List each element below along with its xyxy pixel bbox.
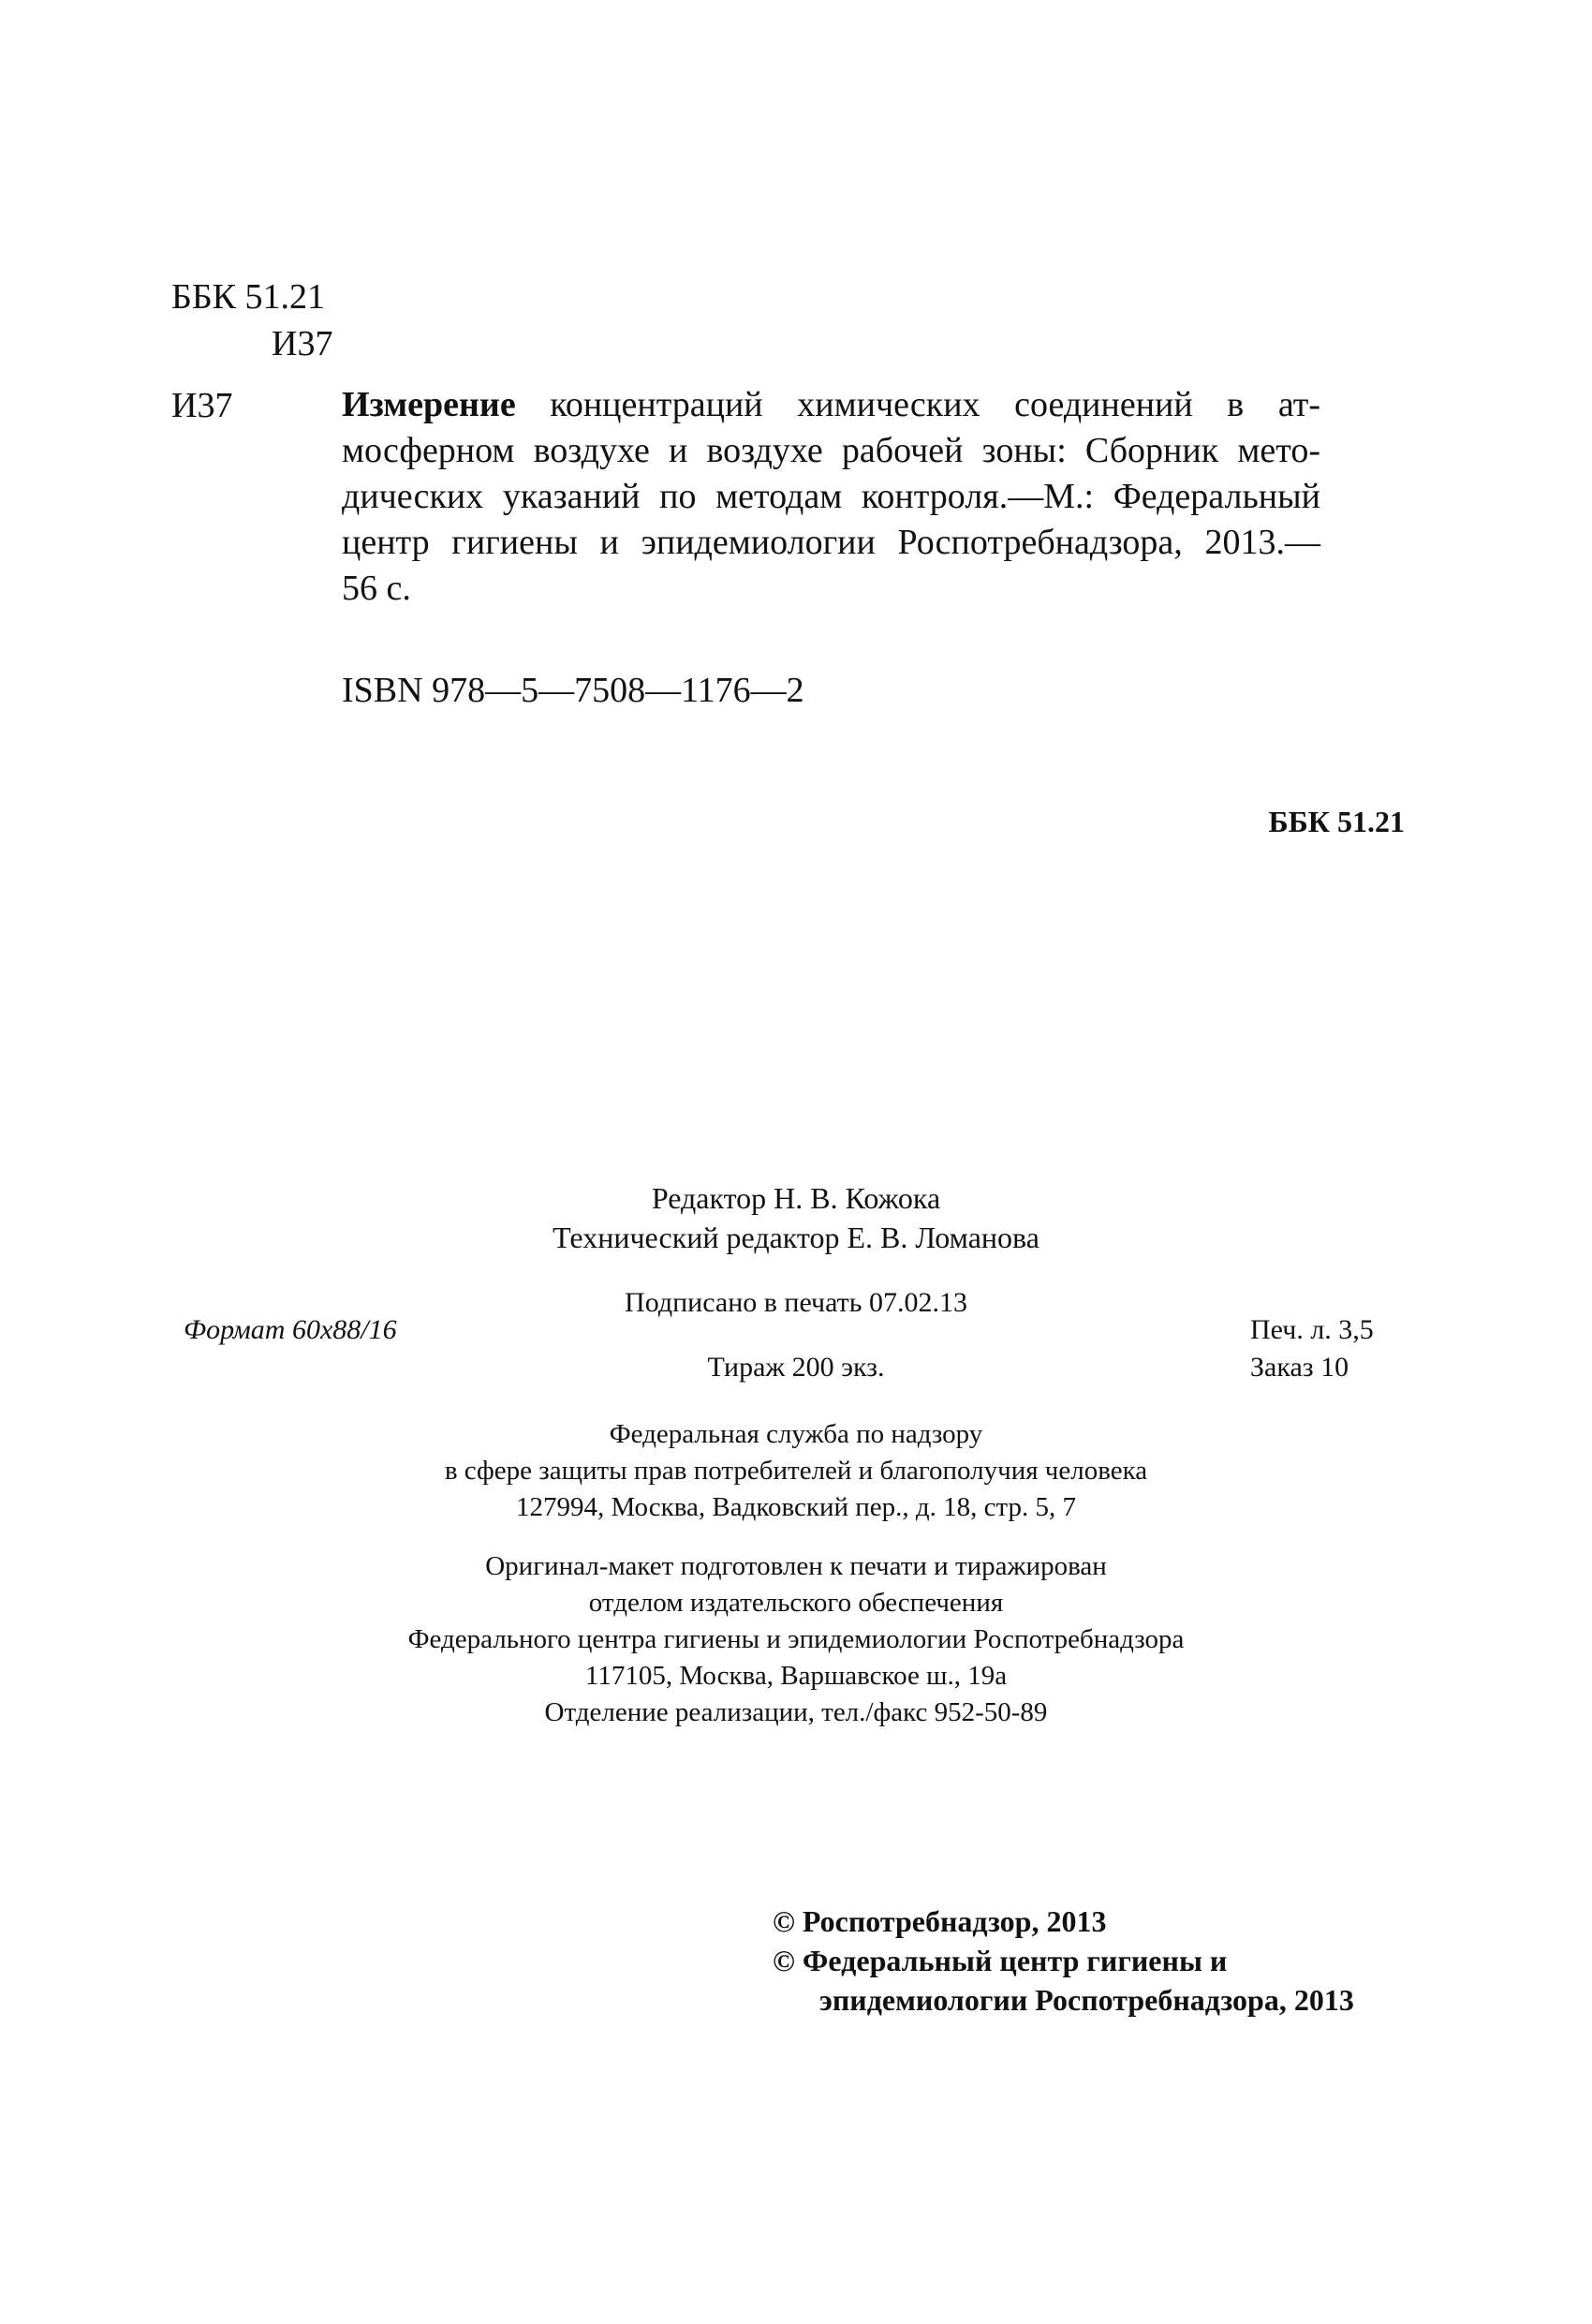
original-line-2: отделом издательского обеспечения xyxy=(588,1588,1004,1618)
copyright-line-1: © Роспотребнадзор, 2013 xyxy=(773,1904,1107,1938)
original-layout-block xyxy=(0,1548,1592,1731)
bbk-right: ББК 51.21 xyxy=(1268,805,1405,838)
original-line-5: Отделение реализации, тел./факс 952-50-89 xyxy=(544,1697,1048,1727)
entry-line-5: 56 с. xyxy=(342,569,411,608)
editor: Редактор Н. В. Кожока xyxy=(651,1181,941,1215)
isbn: ISBN 978—5—7508—1176—2 xyxy=(342,671,804,710)
tech-editor: Технический редактор Е. В. Ломанова xyxy=(553,1221,1039,1254)
entry-line-3: дических указаний по методам контроля.—М.: Федеральный xyxy=(342,477,1320,516)
author-code: И37 xyxy=(272,324,333,363)
original-line-1: Оригинал-макет подготовлен к печати и тиражирован xyxy=(485,1551,1107,1581)
copyright-line-2: © Федеральный центр гигиены и xyxy=(773,1944,1228,1977)
signed-to-print: Подписано в печать 07.02.13 xyxy=(625,1287,967,1318)
order-number: Заказ 10 xyxy=(1250,1352,1349,1383)
publisher-line-1: Федеральная служба по надзору xyxy=(609,1419,983,1449)
copyright-line-3: эпидемиологии Роспотребнадзора, 2013 xyxy=(819,1983,1354,2017)
entry-line-4: центр гигиены и эпидемиологии Роспотребнадзора, 2013.— xyxy=(342,523,1320,562)
original-line-3: Федерального центра гигиены и эпидемиологии Роспотребнадзора xyxy=(407,1624,1185,1654)
entry-code: И37 xyxy=(171,386,233,425)
publisher-block xyxy=(0,1416,1592,1526)
copyright-block xyxy=(773,1902,1354,2020)
bbk-classification: ББК 51.21 xyxy=(171,277,325,317)
entry-title-bold: Измерение xyxy=(342,385,516,424)
original-line-4: 117105, Москва, Варшавское ш., 19а xyxy=(584,1661,1008,1691)
entry-line-2: мосферном воздухе и воздухе рабочей зоны: Сборник мето- xyxy=(342,431,1320,470)
paper-format: Формат 60х88/16 xyxy=(184,1314,397,1345)
publisher-line-2: в сфере защиты прав потребителей и благополучия человека xyxy=(444,1456,1148,1486)
print-run: Тираж 200 экз. xyxy=(707,1352,885,1383)
print-sheets: Печ. л. 3,5 xyxy=(1250,1314,1374,1345)
publisher-line-3: 127994, Москва, Вадковский пер., д. 18, стр. 5, 7 xyxy=(515,1492,1077,1522)
entry-line-1-text: концентраций химических соединений в ат- xyxy=(515,385,1320,424)
entry-line-1 xyxy=(342,382,1320,428)
bibliographic-entry xyxy=(342,382,1320,612)
